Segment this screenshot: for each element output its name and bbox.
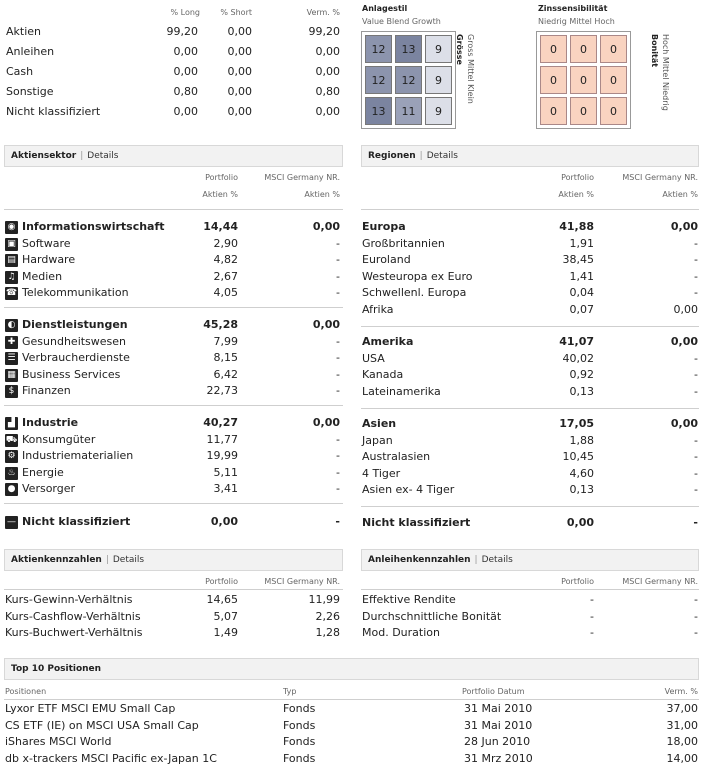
sector-item-portfolio: 8,15 <box>213 351 238 364</box>
region-item-portfolio: 38,45 <box>562 253 594 266</box>
divider <box>361 209 699 210</box>
sector-item-name: Energie <box>22 465 64 479</box>
region-item-portfolio: 1,91 <box>569 236 594 250</box>
style-side-labels: Gross Mittel Klein <box>466 34 475 104</box>
allocation-verm: 0,00 <box>315 45 340 58</box>
position-type: Fonds <box>283 735 316 748</box>
sector-item-portfolio: 19,99 <box>206 449 238 462</box>
sector-col2b: Aktien % <box>304 190 340 199</box>
regions-col2: MSCI Germany NR. <box>622 173 698 182</box>
allocation-verm: 0,00 <box>315 65 340 78</box>
sector-item-name: Konsumgüter <box>22 432 96 446</box>
region-group-index: 0,00 <box>670 220 698 233</box>
bond-stats-details-link[interactable]: Details <box>481 555 513 565</box>
region-item-index: - <box>694 433 698 447</box>
region-item-name: Afrika <box>362 302 394 316</box>
position-date: 31 Mai 2010 <box>464 702 533 715</box>
bond-stat-index: - <box>694 626 698 639</box>
position-type: Fonds <box>283 718 316 732</box>
style-cell: 9 <box>425 66 452 94</box>
hardware-icon: ▤ <box>5 254 18 267</box>
style-grid <box>361 31 456 129</box>
sector-col2: MSCI Germany NR. <box>264 173 340 182</box>
equity-stats-col2: MSCI Germany NR. <box>264 577 340 586</box>
bond-stat-portfolio: - <box>590 593 594 606</box>
bond-stats-title: Anleihenkennzahlen <box>368 555 471 565</box>
position-date: 31 Mai 2010 <box>464 718 533 732</box>
region-group-portfolio: 41,07 <box>559 335 594 348</box>
regions-title: Regionen <box>368 151 416 161</box>
sector-item-portfolio: 5,11 <box>213 465 238 479</box>
region-item-portfolio: 4,60 <box>569 466 594 480</box>
bond-stat-name: Effektive Rendite <box>362 593 456 606</box>
top10-col-typ: Typ <box>283 687 297 696</box>
bond-stat-index: - <box>694 609 698 623</box>
sector-item-index: - <box>336 465 340 479</box>
region-unclassified-name: Nicht klassifiziert <box>362 516 471 529</box>
sector-item-index: - <box>336 253 340 266</box>
bond-cell: 0 <box>540 66 567 94</box>
sector-item-portfolio: 3,41 <box>213 482 238 495</box>
bond-stat-portfolio: - <box>590 626 594 639</box>
style-cell: 12 <box>365 66 392 94</box>
region-item-portfolio: 40,02 <box>562 351 594 365</box>
style-side-title: Grösse <box>455 34 464 65</box>
separator: | <box>105 555 109 565</box>
sector-item-index: - <box>336 384 340 397</box>
equity-stats-col1: Portfolio <box>205 577 238 586</box>
sector-item-portfolio: 11,77 <box>206 432 238 446</box>
sector-col1: Portfolio <box>205 173 238 182</box>
minus-icon: — <box>7 517 16 527</box>
region-item-index: - <box>694 450 698 463</box>
regions-col1b: Aktien % <box>558 190 594 199</box>
region-item-index: - <box>694 351 698 365</box>
allocation-short: 0,00 <box>227 45 252 58</box>
bond-stat-name: Durchschnittliche Bonität <box>362 609 502 623</box>
region-item-portfolio: 0,13 <box>569 384 594 398</box>
cart-icon: ⛟ <box>5 434 18 445</box>
region-group-name: Amerika <box>362 335 414 348</box>
bulb-icon: ● <box>5 483 18 496</box>
equity-stat-index: 11,99 <box>308 593 340 606</box>
separator: | <box>419 151 423 161</box>
sector-item-index: - <box>336 449 340 462</box>
sector-item-index: - <box>336 432 340 446</box>
region-item-name: Kanada <box>362 368 404 381</box>
position-verm: 18,00 <box>666 735 698 748</box>
sector-item-portfolio: 6,42 <box>213 367 238 381</box>
style-box-col-labels: Value Blend Growth <box>362 17 441 26</box>
region-item-index: - <box>694 466 698 480</box>
bond-stat-portfolio: - <box>590 609 594 623</box>
region-item-portfolio: 0,04 <box>569 286 594 299</box>
equity-stats-header <box>4 549 343 571</box>
region-group-name: Europa <box>362 220 406 233</box>
region-item-portfolio: 1,41 <box>569 269 594 283</box>
region-item-name: Großbritannien <box>362 236 445 250</box>
region-unclassified-portfolio: 0,00 <box>566 516 594 529</box>
region-item-index: - <box>694 286 698 299</box>
region-item-index: - <box>694 384 698 398</box>
region-item-index: - <box>694 269 698 283</box>
allocation-long: 0,00 <box>173 45 198 58</box>
sector-unclassified-portfolio: 0,00 <box>210 515 238 528</box>
col-header-short: % Short <box>220 8 252 17</box>
region-item-name: USA <box>362 351 385 365</box>
sector-item-portfolio: 7,99 <box>213 334 238 348</box>
allocation-short: 0,00 <box>227 65 252 78</box>
position-verm: 14,00 <box>666 751 698 765</box>
region-group-index: 0,00 <box>670 335 698 348</box>
equity-stat-index: 1,28 <box>315 626 340 639</box>
allocation-long: 99,20 <box>166 25 198 38</box>
eye-icon: ◉ <box>5 221 18 234</box>
sector-item-index: - <box>336 286 340 299</box>
top10-col-pos: Positionen <box>5 687 47 696</box>
position-verm: 31,00 <box>666 718 698 732</box>
allocation-label: Nicht klassifiziert <box>6 105 101 118</box>
top10-col-date: Portfolio Datum <box>462 687 525 696</box>
flame-icon: ♨ <box>5 467 18 480</box>
sector-group-portfolio: 14,44 <box>203 220 238 233</box>
sector-group-portfolio: 40,27 <box>203 416 238 429</box>
sector-header <box>4 145 343 167</box>
sector-unclassified-index: - <box>335 515 340 528</box>
bond-cell: 0 <box>570 97 597 125</box>
sector-group-name: Dienstleistungen <box>22 318 128 331</box>
divider <box>361 506 699 507</box>
region-item-portfolio: 0,07 <box>569 302 594 316</box>
region-item-index: - <box>694 368 698 381</box>
health-icon: ✚ <box>5 336 18 349</box>
separator: | <box>474 555 478 565</box>
region-item-name: Schwellenl. Europa <box>362 286 467 299</box>
sector-item-name: Software <box>22 236 71 250</box>
col-header-verm: Verm. % <box>306 8 340 17</box>
sector-item-portfolio: 4,82 <box>213 253 238 266</box>
region-item-portfolio: 0,92 <box>569 368 594 381</box>
region-item-name: 4 Tiger <box>362 466 401 480</box>
equity-stat-name: Kurs-Cashflow-Verhältnis <box>5 609 141 623</box>
region-item-name: Japan <box>362 433 393 447</box>
dollar-icon: $ <box>5 385 18 398</box>
bond-side-labels: Hoch Mittel Niedrig <box>661 34 670 111</box>
allocation-long: 0,00 <box>173 65 198 78</box>
allocation-short: 0,00 <box>227 105 252 118</box>
equity-stat-name: Kurs-Gewinn-Verhältnis <box>5 593 133 606</box>
sector-group-index: 0,00 <box>312 220 340 233</box>
region-unclassified-index: - <box>693 516 698 529</box>
position-name-link[interactable]: Lyxor ETF MSCI EMU Small Cap <box>5 702 176 715</box>
regions-col2b: Aktien % <box>662 190 698 199</box>
allocation-label: Sonstige <box>6 85 54 98</box>
bond-cell: 0 <box>600 66 627 94</box>
style-cell: 12 <box>365 35 392 63</box>
bond-box-title: Zinssensibilität <box>538 4 608 13</box>
top10-title: Top 10 Positionen <box>11 664 102 674</box>
position-type: Fonds <box>283 702 316 715</box>
sector-item-name: Verbraucherdienste <box>22 351 130 364</box>
allocation-long: 0,80 <box>173 85 198 98</box>
bond-stats-col1: Portfolio <box>561 577 594 586</box>
sector-item-index: - <box>336 482 340 495</box>
divider <box>4 307 343 308</box>
sector-item-name: Industriematerialien <box>22 449 134 462</box>
sector-item-name: Business Services <box>22 367 121 381</box>
sector-item-name: Gesundheitswesen <box>22 334 127 348</box>
bond-stats-col2: MSCI Germany NR. <box>622 577 698 586</box>
divider <box>361 589 699 590</box>
bond-cell: 0 <box>540 35 567 63</box>
equity-stat-name: Kurs-Buchwert-Verhältnis <box>5 626 143 639</box>
sector-item-portfolio: 2,90 <box>213 236 238 250</box>
equity-stat-portfolio: 5,07 <box>213 609 238 623</box>
region-group-portfolio: 17,05 <box>559 417 594 430</box>
region-item-index: - <box>694 253 698 266</box>
sector-group-index: 0,00 <box>312 416 340 429</box>
service-icon: ◐ <box>5 319 18 332</box>
style-cell: 9 <box>425 97 452 125</box>
sector-item-portfolio: 2,67 <box>213 269 238 283</box>
position-date: 31 Mrz 2010 <box>464 751 533 765</box>
sector-unclassified-name: Nicht klassifiziert <box>22 515 131 528</box>
bond-stat-name: Mod. Duration <box>362 626 440 639</box>
position-type: Fonds <box>283 751 316 765</box>
bond-cell: 0 <box>570 35 597 63</box>
sector-item-name: Hardware <box>22 253 76 266</box>
sector-item-index: - <box>336 334 340 348</box>
sector-item-index: - <box>336 351 340 364</box>
style-cell: 9 <box>425 35 452 63</box>
regions-details-link[interactable]: Details <box>426 151 458 161</box>
allocation-short: 0,00 <box>227 85 252 98</box>
divider <box>4 699 699 700</box>
sector-group-index: 0,00 <box>312 318 340 331</box>
style-cell: 13 <box>395 35 422 63</box>
position-name-link[interactable]: db x-trackers MSCI Pacific ex-Japan 1C <box>5 751 217 765</box>
bond-cell: 0 <box>570 66 597 94</box>
sector-item-index: - <box>336 236 340 250</box>
style-box-title: Anlagestil <box>362 4 408 13</box>
region-item-index: - <box>694 236 698 250</box>
sector-item-name: Medien <box>22 269 63 283</box>
equity-stat-portfolio: 1,49 <box>213 626 238 639</box>
allocation-label: Anleihen <box>6 45 55 58</box>
allocation-verm: 99,20 <box>308 25 340 38</box>
region-item-name: Asien ex- 4 Tiger <box>362 483 455 496</box>
top10-col-verm: Verm. % <box>664 687 698 696</box>
divider <box>4 209 343 210</box>
region-group-portfolio: 41,88 <box>559 220 594 233</box>
sector-col1b: Aktien % <box>202 190 238 199</box>
factory-icon: ▟ <box>5 417 18 430</box>
allocation-verm: 0,80 <box>315 85 340 98</box>
region-item-index: - <box>694 483 698 496</box>
bond-cell: 0 <box>540 97 567 125</box>
sector-item-portfolio: 22,73 <box>206 384 238 397</box>
allocation-verm: 0,00 <box>315 105 340 118</box>
top10-header <box>4 658 699 680</box>
divider <box>4 589 343 590</box>
sector-item-portfolio: 4,05 <box>213 286 238 299</box>
sector-title: Aktiensektor <box>11 151 77 161</box>
position-verm: 37,00 <box>666 702 698 715</box>
sector-item-index: - <box>336 367 340 381</box>
consumer-icon: ☰ <box>5 352 18 365</box>
equity-stats-details-link[interactable]: Details <box>112 555 145 565</box>
separator: | <box>80 151 84 161</box>
divider <box>361 326 699 327</box>
position-name-link[interactable]: CS ETF (IE) on MSCI USA Small Cap <box>5 718 199 732</box>
equity-stats-title: Aktienkennzahlen <box>11 555 102 565</box>
allocation-short: 0,00 <box>227 25 252 38</box>
position-name-link[interactable]: iShares MSCI World <box>5 735 112 748</box>
divider <box>4 405 343 406</box>
equity-stat-portfolio: 14,65 <box>206 593 238 606</box>
divider <box>4 503 343 504</box>
style-cell: 13 <box>365 97 392 125</box>
region-item-portfolio: 10,45 <box>562 450 594 463</box>
bond-stats-header <box>361 549 699 571</box>
sector-group-portfolio: 45,28 <box>203 318 238 331</box>
equity-stat-index: 2,26 <box>315 609 340 623</box>
regions-col1: Portfolio <box>561 173 594 182</box>
sector-item-name: Telekommunikation <box>22 286 129 299</box>
divider <box>361 408 699 409</box>
software-icon: ▣ <box>5 238 18 251</box>
media-icon: ♫ <box>5 271 18 284</box>
style-cell: 11 <box>395 97 422 125</box>
bond-cell: 0 <box>600 97 627 125</box>
sector-item-name: Finanzen <box>22 384 71 397</box>
regions-header <box>361 145 699 167</box>
bond-cell: 0 <box>600 35 627 63</box>
region-item-name: Lateinamerika <box>362 384 441 398</box>
bond-stat-index: - <box>694 593 698 606</box>
position-date: 28 Jun 2010 <box>464 735 531 748</box>
allocation-label: Aktien <box>6 25 42 38</box>
sector-group-name: Informationswirtschaft <box>22 220 165 233</box>
region-group-name: Asien <box>362 417 397 430</box>
region-item-index: 0,00 <box>673 302 698 316</box>
region-group-index: 0,00 <box>670 417 698 430</box>
sector-item-name: Versorger <box>22 482 76 495</box>
region-item-name: Westeuropa ex Euro <box>362 269 473 283</box>
style-cell: 12 <box>395 66 422 94</box>
bond-grid <box>536 31 631 129</box>
business-icon: ▦ <box>5 369 18 382</box>
region-item-portfolio: 1,88 <box>569 433 594 447</box>
region-item-portfolio: 0,13 <box>569 483 594 496</box>
sector-item-index: - <box>336 269 340 283</box>
bond-side-title: Bonität <box>650 34 659 68</box>
allocation-long: 0,00 <box>173 105 198 118</box>
col-header-long: % Long <box>170 8 200 17</box>
sector-group-name: Industrie <box>22 416 79 429</box>
gear-icon: ⚙ <box>5 450 18 463</box>
sector-details-link[interactable]: Details <box>87 151 119 161</box>
phone-icon: ☎ <box>5 288 18 298</box>
region-item-name: Euroland <box>362 253 411 266</box>
bond-box-col-labels: Niedrig Mittel Hoch <box>538 17 615 26</box>
region-item-name: Australasien <box>362 450 431 463</box>
allocation-label: Cash <box>6 65 34 78</box>
